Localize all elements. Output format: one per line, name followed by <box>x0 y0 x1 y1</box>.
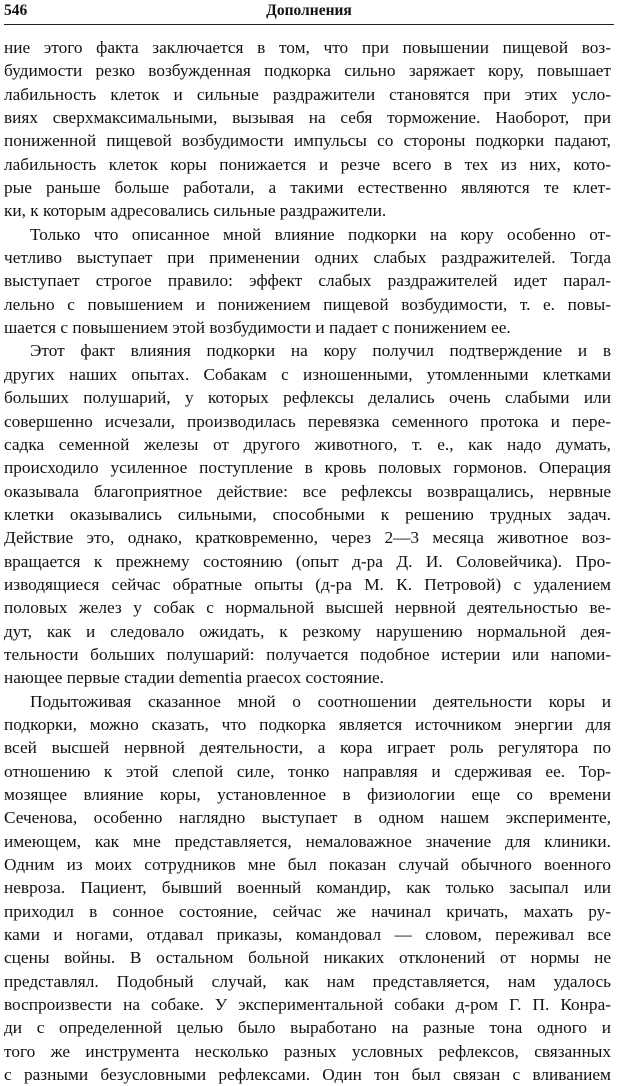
text-line: лабильность клеток коры понижается и резче всего в тех из них, кото- <box>4 154 611 174</box>
text-line: садка семенной железы от другого животного, т. е., как надо думать, <box>4 434 611 454</box>
text-line: лельно с повышением и понижением пищевой возбудимости, т. е. повы- <box>4 294 611 314</box>
text-line: ками и ногами, отдавал приказы, командовал — словом, переживал все <box>4 925 611 945</box>
text-line: воспроизвести на собаке. У экспериментальной собаки д-ром Г. П. Конра- <box>4 995 611 1015</box>
text-line: ние этого факта заключается в том, что при повышении пищевой воз- <box>4 38 611 57</box>
text-line: Сеченова, особенно наглядно выступает в одном нашем эксперименте, <box>4 808 611 828</box>
text-line: ки, к которым адресовались сильные раздражители. <box>4 201 387 221</box>
page-number: 546 <box>4 2 28 19</box>
text-line: клетки оказывались сильными, способными к решению трудных задач. <box>4 504 611 524</box>
text-line: изводящиеся сейчас обратные опыты (д-ра М. К. Петровой) с удалением <box>4 574 611 594</box>
text-line: тельности больших полушарий: получается подобное истерии или напоми- <box>4 644 611 664</box>
text-line: дут, как и следовало ожидать, к резкому нарушению нормальной дея- <box>4 621 611 641</box>
text-line: Только что описанное мной влияние подкорки на кору особенно от- <box>30 224 611 244</box>
text-line: имеющем, как мне представляется, немаловажное значение для клиники. <box>4 831 611 851</box>
text-line: Одним из моих сотрудников мне был показан случай обычного военного <box>4 855 611 875</box>
running-title: Дополнения <box>266 2 352 19</box>
text-line: рые раньше больше работали, а такими естественно являются те клет- <box>4 178 611 198</box>
text-line: половых желез у собак с нормальной высшей нервной деятельностью ве- <box>4 598 611 618</box>
text-line: сцены войны. В остальном больной никаких отклонений от нормы не <box>4 948 611 968</box>
running-head <box>4 2 614 22</box>
text-line: того же инструмента несколько разных условных рефлексов, связанных <box>4 1041 611 1061</box>
text-line: четливо выступает при применении одних слабых раздражителей. Тогда <box>4 248 611 268</box>
text-line: всей высшей нервной деятельности, а кора играет роль регулятора по <box>4 738 611 758</box>
text-line: ди с определенной целью было выработано на разные тона одного и <box>4 1018 611 1038</box>
text-line: Действие это, однако, кратковременно, через 2—3 месяца животное воз- <box>4 528 611 548</box>
text-line: с разными безусловными рефлексами. Один тон был связан с вливанием <box>4 1065 611 1085</box>
text-line: нающее первые стадии dementia praecox состояние. <box>4 668 384 688</box>
text-line: мозящее влияние коры, установленное в физиологии еще со времени <box>4 785 611 804</box>
text-line: больших полушарий, у которых рефлексы делались очень слабыми или <box>4 388 611 408</box>
text-line: выступает строгое правило: эффект слабых раздражителей идет парал- <box>4 271 611 291</box>
text-line: вращается к прежнему состоянию (опыт д-ра Д. И. Соловейчика). Про- <box>4 551 611 571</box>
text-line: невроза. Пациент, бывший военный командир, как только засыпал или <box>4 878 611 898</box>
text-line: виях сверхмаксимальными, вызывая на себя торможение. Наоборот, при <box>4 108 611 128</box>
text-line: совершенно исчезали, производилась перевязка семенного протока и пере- <box>4 411 611 431</box>
body-text <box>4 36 611 1086</box>
text-line: пониженной пищевой возбудимости импульсы со стороны подкорки падают, <box>4 131 611 151</box>
text-line: отношению к этой слепой силе, тонко направляя и сдерживая ее. Тор- <box>4 761 611 781</box>
text-line: Этот факт влияния подкорки на кору получил подтверждение и в <box>30 341 611 361</box>
text-line: происходило усиленное поступление в кровь половых гормонов. Операция <box>4 458 611 478</box>
header-rule <box>4 24 614 25</box>
text-line: других наших опытах. Собакам с изношенными, утомленными клетками <box>4 364 611 384</box>
text-line: подкорки, можно сказать, что подкорка является источником энергии для <box>4 714 611 734</box>
text-line: представлял. Подобный случай, как нам представляется, нам удалось <box>4 971 611 991</box>
text-line: Подытоживая сказанное мной о соотношении деятельности коры и <box>30 691 611 711</box>
text-line: шается с повышением этой возбудимости и падает с понижением ее. <box>4 318 511 338</box>
text-line: оказывала благоприятное действие: все рефлексы возвращались, нервные <box>4 481 611 501</box>
text-line: лабильность клеток и сильные раздражители становятся при этих усло- <box>4 84 611 104</box>
text-line: приходил в сонное состояние, сейчас же начинал кричать, махать ру- <box>4 901 611 921</box>
text-line: будимости резко возбужденная подкорка сильно заряжает кору, повышает <box>4 61 611 81</box>
